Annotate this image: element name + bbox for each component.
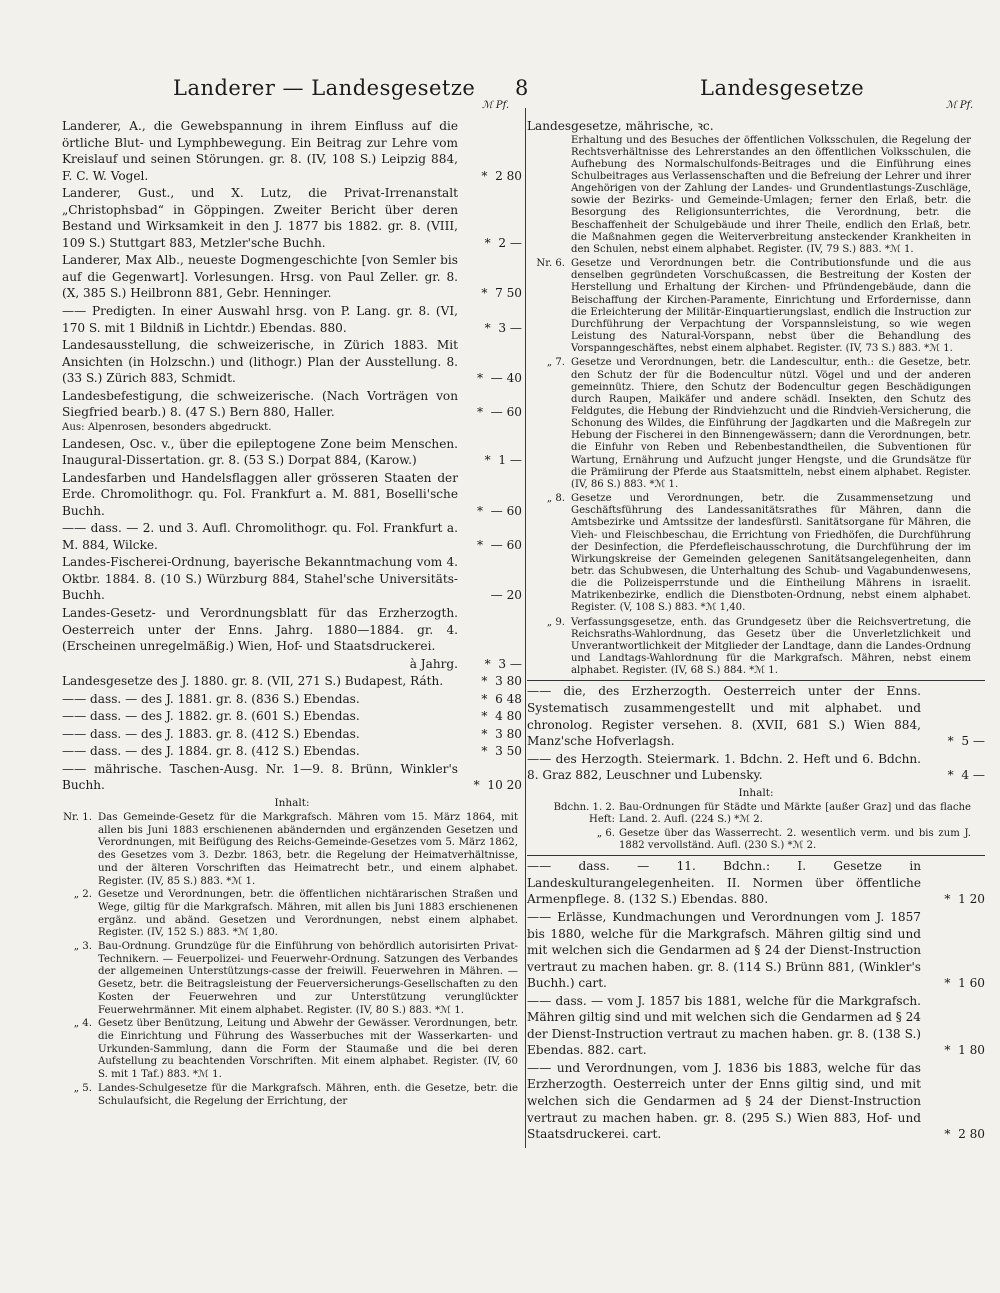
entry-price: * 6 48 [481, 691, 522, 706]
contents-number: „ 5. [73, 1082, 92, 1094]
entry-price: * 4 — [947, 768, 985, 783]
entry-price: * 1 60 [944, 976, 985, 991]
right-inhalt2-list [527, 802, 985, 853]
right-column [527, 118, 985, 1144]
entry-price: * 2 80 [481, 168, 522, 183]
entry-price: * 5 — [947, 734, 985, 749]
contents-number: „ 4. [73, 1018, 92, 1030]
entry-price: * 3 — [484, 320, 522, 335]
catalog-entry [527, 993, 985, 1059]
catalog-entry [62, 303, 522, 336]
entry-text: Landesgesetze des J. 1880. gr. 8. (VII, 271 S.) Budapest, Ráth. [62, 674, 444, 689]
entry-price: * 1 20 [944, 892, 985, 907]
catalog-entry [527, 858, 985, 908]
catalog-entry [62, 252, 522, 302]
contents-number: „ 7. [546, 357, 565, 369]
catalog-entry [527, 1060, 985, 1143]
contents-text: Gesetze über das Wasserrecht. 2. wesentlich verm. und bis zum J. 1882 vervollständ. Aufl. (230 S.) *ℳ 2. [619, 828, 971, 852]
contents-item [62, 812, 522, 888]
contents-text: Bau-Ordnung. Grundzüge für die Einführung von behördlich autorisirten Privat-Technikern. — Feuerpolizei- und Feuerwehr-Ordnung. Satzungen des Verbandes der allgemeinen Unterstützungs-casse der freiwill. Feuerwehren in Mähren. — Gesetz, betr. die Beitragsleistung der Feuerversicherungs-Gesellschaften zu den Kosten der Feuerwehren und zur Unterstützung verunglückter Feuerwehrmänner. Mit einem alphabet. Register. (IV, 80 S.) 883. *ℳ 1. [98, 941, 518, 1016]
header-left: Landerer — Landesgesetze [173, 76, 476, 100]
catalog-entry [62, 422, 522, 435]
price-column-label-right: ℳ Pf. [946, 100, 974, 111]
right-entries [527, 683, 985, 783]
entry-price: * 2 80 [944, 1127, 985, 1142]
left-inhalt-label: Inhalt: [274, 797, 310, 810]
section-rule [527, 680, 985, 681]
catalog-entry [62, 726, 522, 743]
catalog-entry [62, 337, 522, 387]
entry-price: * 2 — [484, 235, 522, 250]
entry-price: * 10 20 [473, 778, 522, 793]
contents-item [527, 617, 985, 678]
catalog-entry [62, 761, 522, 794]
contents-text: Das Gemeinde-Gesetz für die Markgrafsch. Mähren vom 15. März 1864, mit allen bis Juni 1883 erschienenen abändernden und ergänzenden Gesetzen und Verordnungen, mit Beifügung des Reichs-Gemeinde-Gesetzes vom 5. März 1862, des Gesetzes vom 3. Dezbr. 1863, betr. die Regelung der Heimatverhältnisse, und der älteren Vorschriften das Heimatrecht betr., und einem alphabet. Register. (IV, 85 S.) 883. *ℳ 1. [98, 812, 518, 887]
catalog-entry [62, 743, 522, 760]
catalog-entry [62, 520, 522, 553]
contents-number: „ 6. [596, 828, 615, 840]
right-inhalt-list [527, 258, 985, 677]
contents-item [527, 828, 985, 852]
entry-price: * 7 50 [481, 286, 522, 301]
catalog-entry [62, 388, 522, 421]
entry-text: —— mährische. Taschen-Ausg. Nr. 1—9. 8. Brünn, Winkler's Buchh. [62, 761, 458, 793]
entry-text: —— Erlässe, Kundmachungen und Verordnungen vom J. 1857 bis 1880, welche für die Markgrafsch. Mähren giltig sind und mit welchen sich die Gendarmen ad § 24 der Dienst-Instruction vertraut zu machen haben. gr. 8. (114 S.) Brünn 881, (Winkler's Buchh.) cart. [527, 909, 921, 991]
entry-price: * 3 80 [481, 674, 522, 689]
entry-text: à Jahrg. [409, 656, 458, 671]
catalog-entry [62, 185, 522, 251]
catalog-entry [62, 605, 522, 655]
contents-item [527, 802, 985, 826]
entry-text: —— dass. — 2. und 3. Aufl. Chromolithogr. qu. Fol. Frankfurt a. M. 884, Wilcke. [62, 521, 458, 552]
contents-number: Nr. 1. [63, 812, 92, 824]
left-column [62, 118, 522, 1109]
entry-price: * — 60 [476, 405, 522, 420]
contents-item [62, 889, 522, 940]
catalog-entry [62, 118, 522, 184]
contents-text: Landes-Schulgesetze für die Markgrafsch. Mähren, enth. die Gesetze, betr. die Schulaufsicht, die Regelung der Errichtung, der [98, 1082, 518, 1107]
entry-text: Landerer, A., die Gewebspannung in ihrem Einfluss auf die örtliche Blut- und Lymphbewegung. Ein Beitrag zur Lehre vom Kreislauf und seinen Störungen. gr. 8. (IV, 108 S.) Leipzig 884, F. C. W. Vogel. [62, 119, 458, 183]
catalog-entry [62, 673, 522, 690]
contents-number: Bdchn. 1. 2. Heft: [553, 801, 615, 825]
entry-price: * 1 — [484, 453, 522, 468]
catalog-entry [62, 691, 522, 708]
entry-price: * — 60 [476, 503, 522, 518]
entry-price: * 3 80 [481, 726, 522, 741]
right-top-title: Landesgesetze, mährische, ꝛc. [527, 119, 714, 133]
right-inhalt2-label: Inhalt: [738, 786, 774, 799]
contents-text: Gesetze und Verordnungen betr. die Contributionsfunde und die aus denselben gegründeten Vorschußcassen, die Bestreitung der Kosten der Herstellung und Erhaltung der Kirchen- und Pfründengebäude, dann die Beischaffung der Kirchen-Paramente, Einrichtung und Erfordernisse, dann die Erleichterung der Militär-Einquartierungslast, endlich die Instruction zur Durchführung der Verpachtung der Vorspannsleistung, so wie wegen Leistung des Natural-Vorspann, nebst über die Behandlung des Vorspanngeschäftes, nebst einem alphabet. Register. (IV, 73 S.) 883. *ℳ 1. [571, 258, 971, 355]
contents-text: Verfassungsgesetze, enth. das Grundgesetz über die Reichsvertretung, die Reichsraths-Wahlordnung, das Gesetz über die Unverletzlichkeit und Unverantwortlichkeit der Mitglieder der Landtage, dann die Landes-Ordnung und Landtags-Wahlordnung für die Markgrafsch. Mähren, nebst einem alphabet. Register. (IV, 68 S.) 884. *ℳ 1. [571, 616, 971, 677]
left-inhalt-list [62, 812, 522, 1108]
entry-text: —— dass. — des J. 1881. gr. 8. (836 S.) Ebendas. [62, 691, 360, 706]
catalog-entry [62, 470, 522, 520]
catalog-entry [527, 751, 985, 784]
entry-text: —— dass. — vom J. 1857 bis 1881, welche für die Markgrafsch. Mähren giltig sind und mit welchen sich die Gendarmen ad § 24 der Dienst-Instruction vertraut zu machen haben. gr. 8. (138 S.) Ebendas. 882. cart. [527, 993, 921, 1058]
entry-price: * — 60 [476, 537, 522, 552]
contents-text: Bau-Ordnungen für Städte und Märkte [außer Graz] und das flache Land. 2. Aufl. (224 S.) *ℳ 2. [619, 801, 971, 825]
entry-text: —— die, des Erzherzogth. Oesterreich unter der Enns. Systematisch zusammengestellt und mit alphabet. und chronolog. Register versehen. 8. (XVII, 681 S.) Wien 884, Manz'sche Hofverlagsh. [527, 684, 921, 749]
contents-number: Nr. 6. [536, 258, 565, 270]
entry-text: Landesbefestigung, die schweizerische. (Nach Vorträgen von Siegfried bearb.) 8. (47 S.) Bern 880, Haller. [62, 388, 458, 420]
entry-text: —— und Verordnungen, vom J. 1836 bis 1883, welche für das Erzherzogth. Oesterreich unter der Enns giltig sind, und mit welchen sich die Gendarmen ad § 24 der Dienst-Instruction vertraut zu machen haben. gr. 8. (295 S.) Wien 883, Hof- und Staatsdruckerei. cart. [527, 1060, 921, 1142]
entry-text: Landerer, Max Alb., neueste Dogmengeschichte [von Semler bis auf die Gegenwart]. Vorlesungen. Hrsg. von Paul Zeller. gr. 8. (X, 385 S.) Heilbronn 881, Gebr. Henninger. [62, 253, 458, 301]
price-column-label-left: ℳ Pf. [482, 100, 510, 111]
right-entries2 [527, 858, 985, 1142]
entry-text: —— dass. — 11. Bdchn.: I. Gesetze in Landeskulturangelegenheiten. II. Normen über öffentliche Armenpflege. 8. (132 S.) Ebendas. 880. [527, 859, 921, 907]
entry-price: — 20 [490, 588, 522, 603]
catalog-entry [62, 436, 522, 469]
entry-price: * 4 80 [481, 709, 522, 724]
contents-number: „ 8. [546, 493, 565, 505]
entry-price: * 3 50 [481, 744, 522, 759]
entry-text: —— dass. — des J. 1882. gr. 8. (601 S.) Ebendas. [62, 709, 360, 724]
contents-item [62, 1018, 522, 1082]
catalog-entry [527, 683, 985, 749]
contents-text: Gesetz über Benützung, Leitung und Abwehr der Gewässer. Verordnungen, betr. die Einrichtung und Führung des Wasserbuches mit der Wasserkarten- und Urkunden-Sammlung, dann die Form der Staumaße und die bei deren Aufstellung zu beachtenden Vorschriften. Mit einem alphabet. Register. (IV, 60 S. mit 1 Taf.) 883. *ℳ 1. [98, 1018, 518, 1081]
contents-text: Gesetze und Verordnungen, betr. die öffentlichen nichtärarischen Straßen und Wege, giltig für die Markgrafsch. Mähren, mit allen bis Juni 1883 erschienenen ergänz. und abänd. Gesetzen und Verordnungen, nebst einem alphabet. Register. (IV, 152 S.) 883. *ℳ 1,80. [98, 889, 518, 939]
contents-item [527, 357, 985, 491]
contents-number: „ 9. [546, 616, 565, 628]
entry-text: Landerer, Gust., und X. Lutz, die Privat-Irrenanstalt „Christophsbad“ in Göppingen. Zweiter Bericht über deren Bestand und Wirksamkeit in den J. 1877 bis 1882. gr. 8. (VIII, 109 S.) Stuttgart 883, Metzler'sche Buchh. [62, 186, 458, 250]
column-divider [525, 108, 526, 1148]
catalog-entry [527, 909, 985, 992]
entry-text: Landes-Gesetz- und Verordnungsblatt für das Erzherzogth. Oesterreich unter der Enns. Jahrg. 1880—1884. gr. 4. (Erscheinen unregelmäßig.) Wien, Hof- und Staatsdruckerei. [62, 606, 458, 654]
entry-text: —— Predigten. In einer Auswahl hrsg. von P. Lang. gr. 8. (VI, 170 S. mit 1 Bildniß in Lichtdr.) Ebendas. 880. [62, 304, 458, 335]
right-top-intro: Erhaltung und des Besuches der öffentlichen Volksschulen, die Regelung der Rechtsverhältnisse des Lehrerstandes an den öffentlichen Volksschulen, die Aufhebung des Normalschulfonds-Beitrages und die Einführung eines Schulbeitrages aus Verlassenschaften und die Befreiung der Lehrer und ihrer Angehörigen von der Zahlung der Landes- und Grundentlastungs-Zuschläge, sowie der Bezirks- und Gemeinde-Umlagen; ferner den Erlaß, betr. die Besorgung des Religionsunterrichtes, die Verordnung, betr. die Beschaffenheit der Schulgebäude und ihrer Theile, endlich den Erlaß, betr. die Maßnahmen gegen die Weiterverbreitung ansteckender Krankheiten in den Schulen, nebst einem alphabet. Register. (IV, 79 S.) 883. *ℳ 1. [571, 134, 971, 255]
contents-item [527, 258, 985, 355]
header-right: Landesgesetze [700, 76, 865, 100]
entry-price: * 3 — [484, 656, 522, 671]
contents-item [62, 941, 522, 1017]
contents-text: Gesetze und Verordnungen, betr. die Zusammensetzung und Geschäftsführung des Landessanitätsrathes für Mähren, dann die Amtsbezirke und Amtssitze der landesfürstl. Sanitätsorgane für Mähren, die Vieh- und Fleischbeschau, die Errichtung von Friedhöfen, die Durchführung der Desinfection, die Pferdefleischausschrotung, die Durchführung der im Wirkungskreise der Gemeinden gelegenen Sanitätsangelegenheiten, dann betr. das Schubwesen, die Unterhaltung des Schub- und Vagabundenwesens, die die Polizeisperrstunde und die Eintheilung Mährens in israelit. Matrikenbezirke, endlich die Dienstboten-Ordnung, nebst einem alphabet. Register. (V, 108 S.) 883. *ℳ 1,40. [571, 493, 971, 614]
section-rule [527, 855, 985, 856]
contents-text: Gesetze und Verordnungen, betr. die Landescultur, enth.: die Gesetze, betr. den Schutz der für die Bodencultur nützl. Vögel und und der anderen gemeinnütz. Thiere, den Schutz der Bodencultur gegen Beschädigungen durch Raupen, Maikäfer und andere schädl. Insekten, den Schutz des Feldgutes, die Hebung der Rindviehzucht und die Rindvieh-Versicherung, die Schonung des Wildes, die Einführung der Jagdkarten und die Maßregeln zur Hebung der Fischerei in den Binnengewässern; dann die Verordnungen, betr. die Einfuhr von Reben und Rebenbestandtheilen, die Subventionen für Wartung, Ernährung und Aufzucht junger Hengste, und die Grundsätze für die Prämiirung der Pferde aus Staatsmitteln, nebst einem alphabet. Register. (IV, 86 S.) 883. *ℳ 1. [571, 357, 971, 490]
catalog-entry [62, 708, 522, 725]
entry-text: —— dass. — des J. 1883. gr. 8. (412 S.) Ebendas. [62, 726, 360, 741]
entry-text: Landesfarben und Handelsflaggen aller grösseren Staaten der Erde. Chromolithogr. qu. Fol. Frankfurt a. M. 881, Boselli'sche Buchh. [62, 470, 458, 518]
left-entries [62, 118, 522, 794]
page-number: 8 [515, 76, 529, 100]
contents-number: „ 2. [73, 889, 92, 901]
contents-item [62, 1083, 522, 1108]
contents-number: „ 3. [73, 941, 92, 953]
entry-price: * — 40 [476, 371, 522, 386]
entry-price: * 1 80 [944, 1043, 985, 1058]
contents-item [527, 493, 985, 615]
entry-text: Landes-Fischerei-Ordnung, bayerische Bekanntmachung vom 4. Oktbr. 1884. 8. (10 S.) Würzburg 884, Stahel'sche Universitäts-Buchh. [62, 555, 458, 603]
entry-text: Landesausstellung, die schweizerische, in Zürich 1883. Mit Ansichten (in Holzschn.) und (lithogr.) Plan der Ausstellung. 8. (33 S.) Zürich 883, Schmidt. [62, 338, 458, 386]
catalog-entry [62, 554, 522, 604]
entry-text: Landesen, Osc. v., über die epileptogene Zone beim Menschen. Inaugural-Dissertation. gr. 8. (53 S.) Dorpat 884, (Karow.) [62, 436, 458, 468]
entry-text: —— dass. — des J. 1884. gr. 8. (412 S.) Ebendas. [62, 744, 360, 759]
entry-text: Aus: Alpenrosen, besonders abgedruckt. [62, 421, 272, 433]
catalog-entry [62, 656, 522, 673]
entry-text: —— des Herzogth. Steiermark. 1. Bdchn. 2. Heft und 6. Bdchn. 8. Graz 882, Leuschner und Lubensky. [527, 751, 921, 783]
